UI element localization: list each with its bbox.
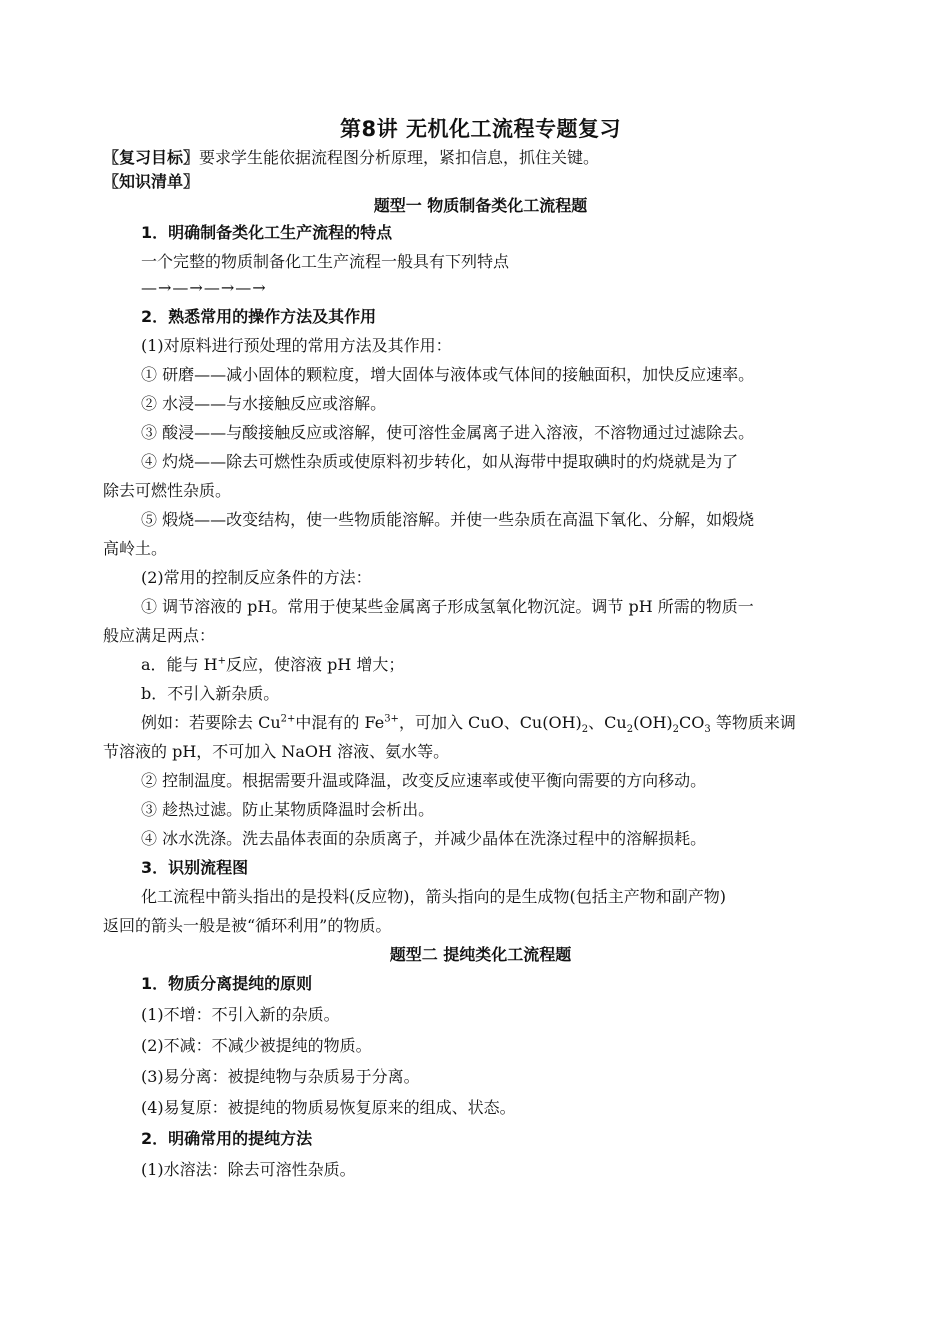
type2-section1-heading: 1．物质分离提纯的原则	[141, 974, 313, 993]
example-sub: 2	[581, 724, 589, 736]
example-part: 中混有的 Fe	[295, 713, 385, 732]
flow-arrows: —→—→—→—→	[141, 278, 267, 297]
type1-section1-text: 一个完整的物质制备化工生产流程一般具有下列特点	[141, 252, 510, 271]
control-ph-a-pre: a．能与 H	[141, 655, 218, 674]
knowledge-list-label: 〖知识清单〗	[103, 172, 200, 191]
control-ice-wash: ④ 冰水洗涤。洗去晶体表面的杂质离子，并减少晶体在洗涤过程中的溶解损耗。	[141, 829, 707, 848]
control-intro: (2)常用的控制反应条件的方法：	[141, 568, 372, 587]
type2-section2-heading: 2．明确常用的提纯方法	[141, 1129, 313, 1148]
control-temperature: ② 控制温度。根据需要升温或降温，改变反应速率或使平衡向需要的方向移动。	[141, 771, 707, 790]
method-calcining-cont: 高岭土。	[103, 539, 168, 558]
principle-easy-separate: (3)易分离：被提纯物与杂质易于分离。	[141, 1067, 420, 1086]
type1-section2-heading: 2．熟悉常用的操作方法及其作用	[141, 307, 377, 326]
type1-section1-heading: 1．明确制备类化工生产流程的特点	[141, 223, 393, 242]
flowchart-text-cont: 返回的箭头一般是被“循环利用”的物质。	[103, 916, 392, 935]
control-hot-filter: ③ 趁热过滤。防止某物质降温时会析出。	[141, 800, 435, 819]
control-ph: ① 调节溶液的 pH。常用于使某些金属离子形成氢氧化物沉淀。调节 pH 所需的物质一	[141, 597, 754, 616]
control-ph-b: b．不引入新杂质。	[141, 684, 280, 703]
example-sub: 2	[672, 724, 680, 736]
pretreatment-intro: (1)对原料进行预处理的常用方法及其作用：	[141, 336, 452, 355]
flowchart-text: 化工流程中箭头指出的是投料(反应物)，箭头指向的是生成物(包括主产物和副产物)	[141, 887, 726, 906]
document-page	[103, 112, 858, 1184]
principle-easy-restore: (4)易复原：被提纯的物质易恢复原来的组成、状态。	[141, 1098, 516, 1117]
principle-no-reduce: (2)不减：不减少被提纯的物质。	[141, 1036, 372, 1055]
method-burning-cont: 除去可燃性杂质。	[103, 481, 232, 500]
type2-heading: 题型二 提纯类化工流程题	[389, 945, 572, 964]
method-grinding: ① 研磨——减小固体的颗粒度，增大固体与液体或气体间的接触面积，加快反应速率。	[141, 365, 755, 384]
principle-no-add: (1)不增：不引入新的杂质。	[141, 1005, 340, 1024]
example-part: ，可加入 CuO、Cu(OH)	[398, 713, 582, 732]
method-acid-leach: ③ 酸浸——与酸接触反应或溶解，使可溶性金属离子进入溶液，不溶物通过过滤除去。	[141, 423, 755, 442]
example-line-cont: 节溶液的 pH，不可加入 NaOH 溶液、氨水等。	[103, 742, 450, 761]
example-sub: 2	[626, 724, 634, 736]
page-title: 第8讲 无机化工流程专题复习	[340, 117, 621, 141]
type1-section3-heading: 3．识别流程图	[141, 858, 249, 877]
method-calcining: ⑤ 煅烧——改变结构，使一些物质能溶解。并使一些杂质在高温下氧化、分解，如煅烧	[141, 510, 755, 529]
example-sup: 2+	[280, 713, 296, 725]
example-sup: 3+	[384, 713, 399, 725]
review-goal	[103, 146, 858, 170]
example-part: CO	[679, 713, 705, 732]
example-sub: 3	[704, 724, 711, 736]
example-part: (OH)	[633, 713, 673, 732]
method-water-dissolve: (1)水溶法：除去可溶性杂质。	[141, 1160, 356, 1179]
control-ph-cont: 般应满足两点：	[103, 626, 216, 645]
example-part: 等物质来调	[710, 713, 796, 732]
example-part: 、Cu	[588, 713, 627, 732]
control-ph-a-post: 反应，使溶液 pH 增大；	[225, 655, 405, 674]
example-part: 例如：若要除去 Cu	[141, 713, 281, 732]
example-line	[103, 708, 858, 737]
review-goal-label: 〖复习目标〗	[103, 148, 200, 167]
hydrogen-charge: +	[217, 655, 226, 667]
review-goal-text: 要求学生能依据流程图分析原理，紧扣信息，抓住关键。	[199, 148, 600, 167]
method-water-leach: ② 水浸——与水接触反应或溶解。	[141, 394, 387, 413]
method-burning: ④ 灼烧——除去可燃性杂质或使原料初步转化，如从海带中提取碘时的灼烧就是为了	[141, 452, 739, 471]
control-ph-a	[103, 650, 858, 679]
type1-heading: 题型一 物质制备类化工流程题	[373, 196, 588, 215]
